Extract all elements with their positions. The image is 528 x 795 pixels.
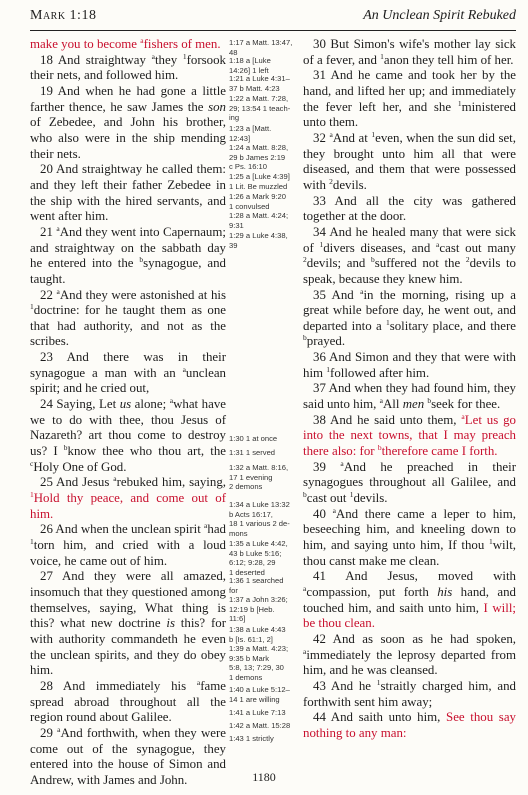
- verse-v32: [303, 131, 516, 194]
- cross-reference-line: 1:30 1 at once: [229, 434, 278, 443]
- verse-text: devils; and: [306, 256, 371, 271]
- header-rule: [30, 30, 516, 31]
- verse-text: 20 And straightway he called them: and they left their father Zebedee in the ship with the hired servants, and went after him.: [30, 162, 226, 224]
- cross-reference-note: [229, 74, 302, 93]
- footnote-marker: 2: [465, 255, 470, 265]
- verse-v39: [303, 460, 516, 507]
- verse-text: is: [166, 616, 175, 631]
- verse-v23: [30, 350, 226, 397]
- verse-text: 24 Saying, Let: [40, 397, 120, 412]
- verse-v17-end: [30, 37, 226, 53]
- cross-reference-note: [229, 56, 302, 75]
- verse-text: devils to speak, because they knew him.: [303, 256, 516, 286]
- cross-reference-line: c Ps. 16:10: [229, 162, 267, 172]
- cross-reference-line: 1:39 a Matt. 4:23;: [229, 644, 289, 653]
- verse-text: 39: [313, 459, 341, 474]
- footnote-marker: b: [370, 255, 375, 265]
- cross-reference-line: b Acts 16:17,: [229, 509, 273, 519]
- footnote-marker: 1: [182, 51, 187, 61]
- verse-text: alone;: [131, 397, 170, 412]
- verse-text: 26 And when the unclean spirit: [40, 522, 205, 537]
- footnote-marker: b: [139, 255, 144, 265]
- cross-reference-line: ing: [229, 113, 240, 123]
- verse-text: immediately the leprosy departed from him, and he was cleansed.: [303, 647, 516, 678]
- verse-v33: [303, 194, 516, 225]
- verse-text: of Zebedee, and John his brother, who also were in the ship mending their nets.: [30, 115, 226, 161]
- cross-reference-note: [229, 38, 302, 57]
- verse-v42: [303, 632, 516, 679]
- verse-text: know thee who thou art, the: [67, 444, 227, 459]
- cross-reference-note: [229, 124, 302, 143]
- footnote-marker: 1: [371, 129, 376, 139]
- footnote-marker: 1: [376, 677, 381, 687]
- cross-reference-line: 1:35 a Luke 4:42,: [229, 539, 288, 548]
- verse-text: wilt, thou canst make me clean.: [303, 538, 516, 568]
- verse-text: even, when the sun did set, they brought unto him all that were diseased, and them that were possessed with: [303, 130, 516, 192]
- cross-reference-note: [229, 734, 302, 744]
- verse-text: son: [208, 99, 226, 114]
- footnote-marker: a: [57, 724, 61, 734]
- verse-text: cast out: [306, 491, 350, 506]
- footnote-marker: 1: [30, 490, 34, 500]
- cross-reference-line: 12:43]: [229, 133, 251, 143]
- cross-reference-note: [229, 434, 302, 444]
- verse-text: 38 And he said unto them,: [313, 412, 462, 427]
- cross-reference-note: [229, 143, 302, 172]
- verse-text: 21: [40, 224, 57, 239]
- footnote-marker: a: [329, 129, 333, 139]
- cross-reference-note: [229, 463, 302, 492]
- verse-text: 27 And they were all amazed, insomuch that they questioned among themselves, saying, What thing is this? what new doctrine: [30, 569, 226, 631]
- chapter-reference: Mark 1:18: [30, 8, 97, 23]
- cross-reference-line: 1:26 a Mark 9:20: [229, 192, 286, 201]
- verse-text: fishers of men.: [143, 37, 221, 51]
- cross-reference-line: 1:18 a [Luke: [229, 56, 271, 65]
- cross-reference-note: [229, 539, 302, 577]
- verse-v20: [30, 162, 226, 225]
- verse-text: 32: [313, 130, 330, 145]
- verse-v44: [303, 710, 516, 741]
- verse-v30: [303, 37, 516, 68]
- footnote-marker: a: [56, 286, 60, 296]
- cross-reference-note: [229, 211, 302, 230]
- verse-text: they: [154, 52, 183, 67]
- cross-reference-line: 5:8, 13; 7:29, 30: [229, 663, 284, 673]
- verse-v21: [30, 225, 226, 288]
- verse-text: 41 And Jesus, moved with: [313, 569, 516, 584]
- verse-text: what have we to do with thee, thou Jesus of Nazareth? art thou come to destroy us? I: [30, 397, 226, 459]
- verse-text: And they were astonished at his: [59, 287, 226, 302]
- footnote-marker: b: [63, 443, 68, 453]
- verse-v22: [30, 288, 226, 351]
- cross-reference-line: 1:17 a Matt. 13:47,: [229, 38, 293, 47]
- footnote-marker: a: [379, 396, 383, 406]
- verse-text: 18 And straightway: [40, 52, 152, 67]
- cross-reference-line: 1:36 1 searched: [229, 576, 284, 585]
- verse-text: 34 And he healed many that were sick of: [303, 224, 516, 255]
- cross-reference-note: [229, 172, 302, 191]
- cross-reference-line: 1:34 a Luke 13:32: [229, 500, 290, 509]
- footnote-marker: a: [461, 411, 465, 421]
- verse-text: rebuked him, saying,: [116, 475, 227, 490]
- footnote-marker: b: [427, 396, 432, 406]
- footnote-marker: a: [360, 286, 364, 296]
- verse-text: 37 And when they had found him, they said unto him,: [303, 381, 516, 412]
- cross-reference-line: 2 demons: [229, 482, 263, 492]
- footnote-marker: 1: [385, 317, 390, 327]
- cross-reference-line: 1:41 a Luke 7:13: [229, 708, 286, 717]
- footnote-marker: 2: [303, 255, 307, 265]
- verse-text: suffered not the: [374, 256, 466, 271]
- verse-text: 19 And when he had gone a little farther thence, he saw James the: [30, 83, 226, 114]
- cross-reference-line: 1:40 a Luke 5:12–: [229, 685, 290, 694]
- cross-reference-note: [229, 685, 302, 704]
- cross-reference-note: [229, 448, 302, 458]
- cross-reference-line: 37 b Matt. 4:23: [229, 83, 280, 93]
- verse-text: synagogue, and taught.: [30, 256, 226, 286]
- footnote-marker: a: [332, 505, 336, 515]
- verse-v19: [30, 84, 226, 162]
- verse-v34: [303, 225, 516, 288]
- cross-reference-line: 9:35 b Mark: [229, 653, 270, 663]
- cross-reference-line: 1:43 1 strictly: [229, 734, 274, 743]
- verse-text: fame spread abroad throughout all the region round about Galilee.: [30, 678, 226, 725]
- verse-v43: [303, 679, 516, 710]
- cross-reference-line: 1 deserted: [229, 567, 265, 577]
- footnote-marker: a: [436, 239, 440, 249]
- footnote-marker: b: [303, 333, 307, 343]
- verse-text: Holy One of God.: [33, 459, 127, 474]
- cross-reference-note: [229, 625, 302, 644]
- cross-reference-line: 1:23 a [Matt.: [229, 124, 272, 133]
- cross-reference-line: 1:32 a Matt. 8:16,: [229, 463, 289, 472]
- verse-v18: [30, 53, 226, 84]
- verse-text: 40: [313, 506, 333, 521]
- verse-text: hand, and touched him, and saith unto him,: [303, 584, 516, 615]
- cross-reference-line: 1:29 a Luke 4:38,: [229, 231, 288, 240]
- cross-reference-note: [229, 231, 302, 250]
- verse-text: 33 And all the city was gathered together at the door.: [303, 193, 516, 224]
- cross-reference-line: 14 1 are willing: [229, 694, 280, 704]
- verse-text: I will; be thou clean.: [303, 600, 516, 631]
- verse-text: forsook their nets, and followed him.: [30, 52, 226, 83]
- footnote-marker: 2: [329, 176, 333, 186]
- verse-v26: [30, 522, 226, 569]
- verse-text: in the morning, rising up a great while before day, he went out, and departed into a: [303, 287, 516, 333]
- right-text-column: [303, 37, 516, 742]
- verse-text: therefore came I forth.: [381, 444, 498, 459]
- cross-reference-line: 29 b James 2:19: [229, 152, 286, 162]
- footnote-marker: b: [377, 443, 382, 453]
- verse-text: torn him, and cried with a loud voice, he came out of him.: [30, 538, 226, 568]
- cross-reference-note: [229, 192, 302, 211]
- footnote-marker: b: [303, 490, 307, 500]
- verse-text: Let us go into the next towns, that I may preach there also: for: [303, 412, 517, 459]
- footnote-marker: a: [140, 36, 144, 45]
- verse-text: 23 And there was in their synagogue a man with an: [30, 350, 226, 380]
- verse-text: seek for thee.: [431, 397, 501, 412]
- verse-text: this? for with authority commandeth he even the unclean spirits, and they do obey him.: [30, 616, 226, 678]
- footnote-marker: 1: [488, 537, 493, 546]
- verse-v24: [30, 397, 226, 475]
- footnote-marker: 1: [30, 537, 34, 546]
- verse-text: compassion, put forth: [306, 584, 438, 599]
- verse-text: 25 And Jesus: [40, 475, 114, 490]
- cross-reference-note: [229, 500, 302, 538]
- verse-v25: [30, 475, 226, 522]
- cross-reference-line: 9:31: [229, 220, 244, 230]
- cross-reference-line: 17 1 evening: [229, 472, 273, 482]
- verse-v41: [303, 569, 516, 632]
- verse-text: unclean spirit; and he cried out,: [30, 365, 226, 396]
- cross-reference-line: 29; 13:54 1 teach-: [229, 103, 291, 113]
- footnote-marker: a: [340, 458, 344, 468]
- cross-reference-line: 1 demons: [229, 672, 263, 682]
- verse-text: devils.: [332, 177, 367, 192]
- page-number: 1180: [252, 770, 276, 784]
- verse-v35: [303, 288, 516, 351]
- cross-reference-note: [229, 708, 302, 718]
- verse-text: 42 And as soon as he had spoken,: [313, 631, 516, 646]
- verse-text: men: [402, 397, 425, 412]
- verse-text: 36 And Simon and they that were with him: [303, 350, 516, 380]
- cross-reference-line: 11:6]: [229, 614, 246, 624]
- verse-text: 35 And: [313, 287, 361, 302]
- verse-text: 22: [40, 287, 57, 302]
- cross-reference-note: [229, 94, 302, 123]
- cross-reference-line: for: [229, 585, 238, 595]
- cross-reference-line: 1:21 a Luke 4:31–: [229, 74, 290, 83]
- verse-text: 31 And he came and took her by the hand, and lifted her up; and immediately the fever left her, and she: [303, 68, 516, 114]
- verse-text: doctrine: for he taught them as one that had authority, and not as the scribes.: [30, 303, 226, 349]
- cross-reference-note: [229, 721, 302, 731]
- left-text-column: [30, 37, 226, 789]
- footnote-marker: a: [303, 646, 307, 656]
- footnote-marker: a: [151, 51, 155, 61]
- cross-reference-line: 6:12; 9:28, 29: [229, 558, 276, 568]
- footnote-marker: 1: [326, 364, 331, 374]
- cross-reference-line: 48: [229, 47, 238, 57]
- cross-reference-line: mons: [229, 528, 248, 538]
- footnote-marker: a: [182, 364, 186, 374]
- verse-text: us: [119, 397, 132, 412]
- cross-reference-line: 18 1 various 2 de-: [229, 519, 290, 529]
- cross-reference-line: 1:22 a Matt. 7:28,: [229, 94, 289, 103]
- verse-text: make you to become: [30, 37, 141, 51]
- cross-reference-line: 39: [229, 240, 238, 250]
- verse-text: And he preached in their synagogues throughout all Galilee, and: [303, 459, 516, 490]
- verse-text: And there came a leper to him, beseeching him, and kneeling down to him, and saying unto him, If thou: [303, 506, 516, 552]
- verse-v37: [303, 381, 516, 412]
- section-title: An Unclean Spirit Rebuked: [363, 8, 516, 23]
- cross-reference-line: 1:24 a Matt. 8:28,: [229, 143, 289, 152]
- verse-v36: [303, 350, 516, 381]
- verse-text: Hold thy peace, and come out of him.: [30, 491, 226, 521]
- verse-text: 44 And saith unto him,: [313, 710, 447, 725]
- verse-text: 28 And immediately his: [40, 678, 197, 693]
- verse-v38: [303, 413, 516, 460]
- cross-reference-note: [229, 576, 302, 595]
- cross-reference-line: 1:31 1 served: [229, 448, 276, 457]
- verse-text: 29: [40, 725, 58, 740]
- verse-text: straitly charged him, and forthwith sent him away;: [303, 678, 517, 709]
- verse-text: 30 But Simon's wife's mother lay sick of a fever, and: [303, 37, 516, 67]
- footnote-marker: 1: [319, 239, 324, 249]
- verse-text: And they went into Capernaum; and straightway on the sabbath day he entered into the: [30, 224, 226, 271]
- footnote-marker: 1: [380, 51, 384, 61]
- footnote-marker: a: [56, 223, 60, 233]
- footnote-marker: a: [196, 677, 201, 687]
- verse-text: solitary place, and there: [389, 318, 516, 333]
- verse-text: divers diseases, and: [323, 240, 437, 255]
- footnote-marker: 1: [30, 302, 34, 312]
- verse-text: See thou say nothing to any man:: [303, 710, 516, 740]
- cross-reference-line: 1:37 a John 3:26;: [229, 595, 288, 604]
- verse-text: anon they tell him of her.: [383, 52, 514, 67]
- cross-reference-line: 1 Lit. Be muzzled: [229, 181, 288, 191]
- verse-v40: [303, 507, 516, 570]
- verse-v28: [30, 679, 226, 726]
- cross-reference-note: [229, 595, 302, 624]
- cross-reference-line: 14:26] 1 left: [229, 65, 269, 75]
- footnote-marker: a: [113, 474, 117, 484]
- cross-reference-line: 1:38 a Luke 4:43: [229, 625, 286, 634]
- verse-v27: [30, 569, 226, 679]
- verse-text: devils.: [353, 491, 388, 506]
- footnote-marker: a: [204, 521, 208, 531]
- cross-reference-line: 1 convulsed: [229, 201, 270, 211]
- verse-text: prayed.: [306, 334, 346, 349]
- footnote-marker: a: [303, 583, 307, 593]
- verse-text: followed after him.: [330, 365, 430, 380]
- verse-text: his: [437, 584, 453, 599]
- cross-reference-line: 12:19 b [Heb.: [229, 604, 275, 614]
- verse-v31: [303, 68, 516, 131]
- verse-text: All: [382, 397, 403, 412]
- verse-text: And at: [332, 130, 372, 145]
- cross-reference-note: [229, 644, 302, 682]
- verse-text: had: [207, 522, 226, 537]
- cross-reference-line: 1:25 a [Luke 4:39]: [229, 172, 290, 181]
- verse-text: cast out many: [439, 240, 516, 255]
- verse-text: ministered unto them.: [303, 99, 516, 130]
- verse-text: 43 And he: [313, 678, 377, 693]
- cross-reference-line: b [Is. 61:1, 2]: [229, 634, 273, 644]
- cross-reference-line: 1:28 a Matt. 4:24;: [229, 211, 289, 220]
- footnote-marker: a: [169, 396, 174, 406]
- cross-reference-line: 1:42 a Matt. 15:28: [229, 721, 291, 730]
- verse-text: And forthwith, when they were come out of the synagogue, they entered into the house of Simon and Andrew, with James and John.: [30, 725, 226, 787]
- running-header: [30, 8, 516, 28]
- footnote-marker: 1: [349, 490, 354, 500]
- footnote-marker: 1: [457, 98, 462, 108]
- footnote-marker: c: [30, 458, 34, 468]
- cross-reference-line: 43 b Luke 5:16;: [229, 548, 282, 558]
